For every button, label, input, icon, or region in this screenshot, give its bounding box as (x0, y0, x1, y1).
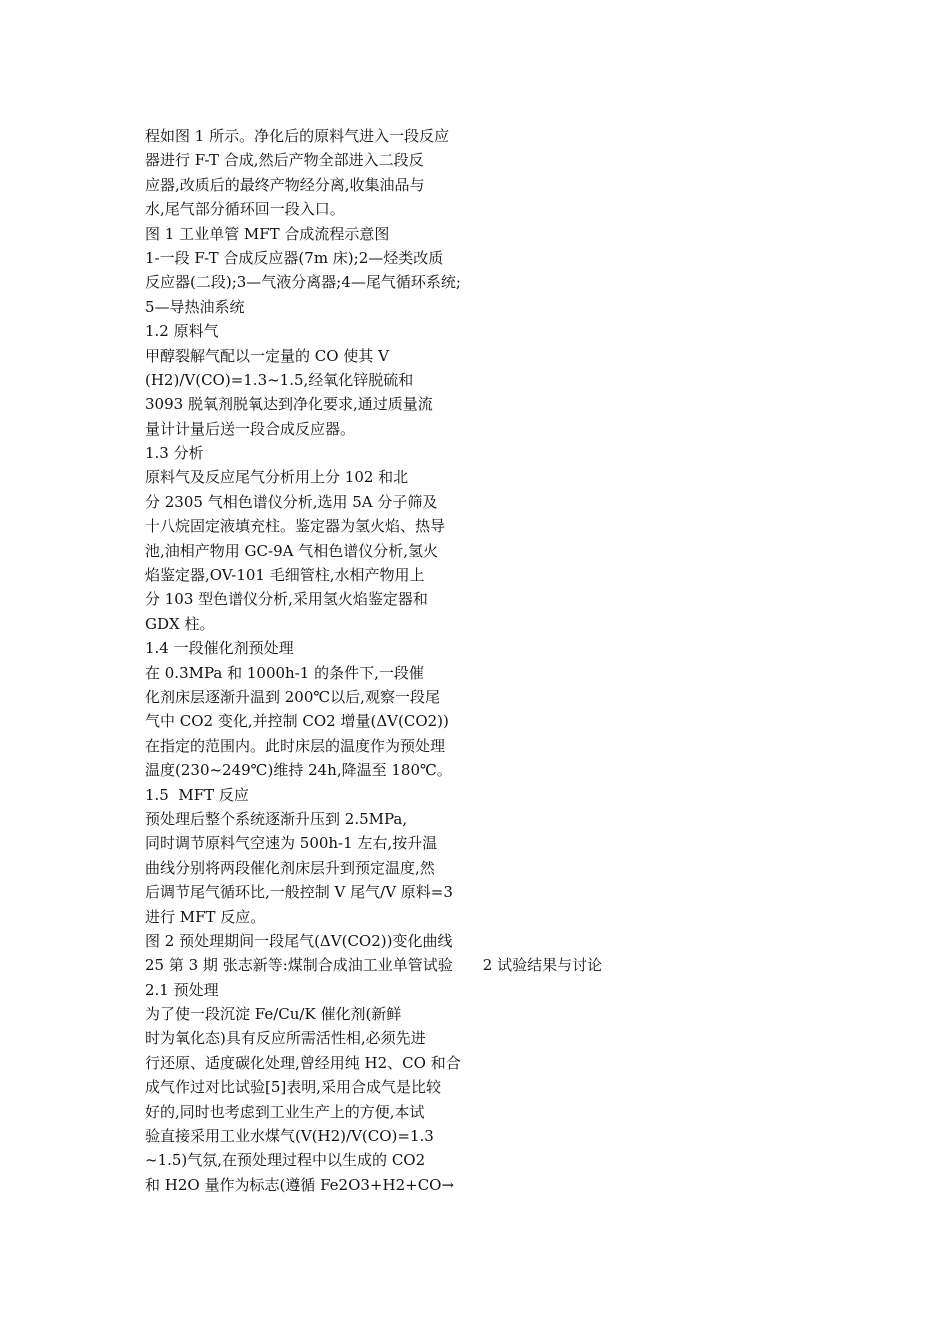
text-line: 在指定的范围内。此时床层的温度作为预处理 (145, 736, 446, 755)
text-line: 焰鉴定器,OV-101 毛细管柱,水相产物用上 (145, 566, 425, 585)
text-line: 行还原、适度碳化处理,曾经用纯 H2、CO 和合 (145, 1053, 461, 1072)
figure-legend-line: 5—导热油系统 (145, 297, 245, 316)
text-line: 水,尾气部分循环回一段入口。 (145, 200, 345, 219)
section-heading: 2.1 预处理 (145, 980, 219, 999)
text-line: 甲醇裂解气配以一定量的 CO 使其 V (145, 346, 389, 365)
section-heading: 1.3 分析 (145, 444, 204, 463)
text-line: 十八烷固定液填充柱。鉴定器为氢火焰、热导 (145, 517, 446, 536)
text-line: 曲线分别将两段催化剂床层升到预定温度,然 (145, 858, 435, 877)
figure-legend-line: 1-一段 F-T 合成反应器(7m 床);2—烃类改质 (145, 248, 444, 267)
text-line: GDX 柱。 (145, 614, 215, 633)
text-line: 温度(230~249℃)维持 24h,降温至 180℃。 (145, 761, 452, 780)
text-line: 原料气及反应尾气分析用上分 102 和北 (145, 468, 409, 487)
text-line: 后调节尾气循环比,一般控制 V 尾气/V 原料=3 (145, 883, 453, 902)
text-line: 为了使一段沉淀 Fe/Cu/K 催化剂(新鲜 (145, 1005, 402, 1024)
text-line: 化剂床层逐渐升温到 200℃以后,观察一段尾 (145, 687, 440, 706)
text-line: 分 103 型色谱仪分析,采用氢火焰鉴定器和 (145, 590, 428, 609)
document-body (145, 124, 765, 1197)
text-line: 3093 脱氧剂脱氧达到净化要求,通过质量流 (145, 395, 433, 414)
text-line: 和 H2O 量作为标志(遵循 Fe2O3+H2+CO→ (145, 1175, 455, 1194)
section-heading-right: 2 试验结果与讨论 (482, 956, 603, 975)
section-heading: 1.4 一段催化剂预处理 (145, 639, 294, 658)
figure-caption: 图 1 工业单管 MFT 合成流程示意图 (145, 224, 390, 243)
running-header-line (145, 953, 765, 977)
figure-legend-line: 反应器(二段);3—气液分离器;4—尾气循环系统; (145, 273, 461, 292)
text-line: 量计计量后送一段合成反应器。 (145, 419, 356, 438)
text-line: 好的,同时也考虑到工业生产上的方便,本试 (145, 1102, 425, 1121)
running-header: 25 第 3 期 张志新等:煤制合成油工业单管试验 (145, 956, 453, 975)
text-line: 器进行 F-T 合成,然后产物全部进入二段反 (145, 151, 424, 170)
text-line: (H2)/V(CO)=1.3~1.5,经氧化锌脱硫和 (145, 370, 414, 389)
text-line: ~1.5)气氛,在预处理过程中以生成的 CO2 (145, 1151, 426, 1170)
text-line: 在 0.3MPa 和 1000h-1 的条件下,一段催 (145, 663, 424, 682)
text-line: 分 2305 气相色谱仪分析,选用 5A 分子筛及 (145, 492, 438, 511)
text-line: 预处理后整个系统逐渐升压到 2.5MPa, (145, 809, 408, 828)
figure-caption: 图 2 预处理期间一段尾气(ΔV(CO2))变化曲线 (145, 931, 453, 950)
text-line: 成气作过对比试验[5]表明,采用合成气是比较 (145, 1078, 442, 1097)
text-line: 进行 MFT 反应。 (145, 907, 266, 926)
text-line: 时为氧化态)具有反应所需活性相,必须先进 (145, 1029, 426, 1048)
text-line: 气中 CO2 变化,并控制 CO2 增量(ΔV(CO2)) (145, 712, 449, 731)
section-heading: 1.2 原料气 (145, 322, 219, 341)
text-line: 同时调节原料气空速为 500h-1 左右,按升温 (145, 834, 438, 853)
text-line: 验直接采用工业水煤气(V(H2)/V(CO)=1.3 (145, 1127, 434, 1146)
section-heading: 1.5 MFT 反应 (145, 785, 249, 804)
text-line: 池,油相产物用 GC-9A 气相色谱仪分析,氢火 (145, 541, 438, 560)
text-line: 应器,改质后的最终产物经分离,收集油品与 (145, 175, 425, 194)
text-line: 程如图 1 所示。净化后的原料气进入一段反应 (145, 127, 450, 145)
